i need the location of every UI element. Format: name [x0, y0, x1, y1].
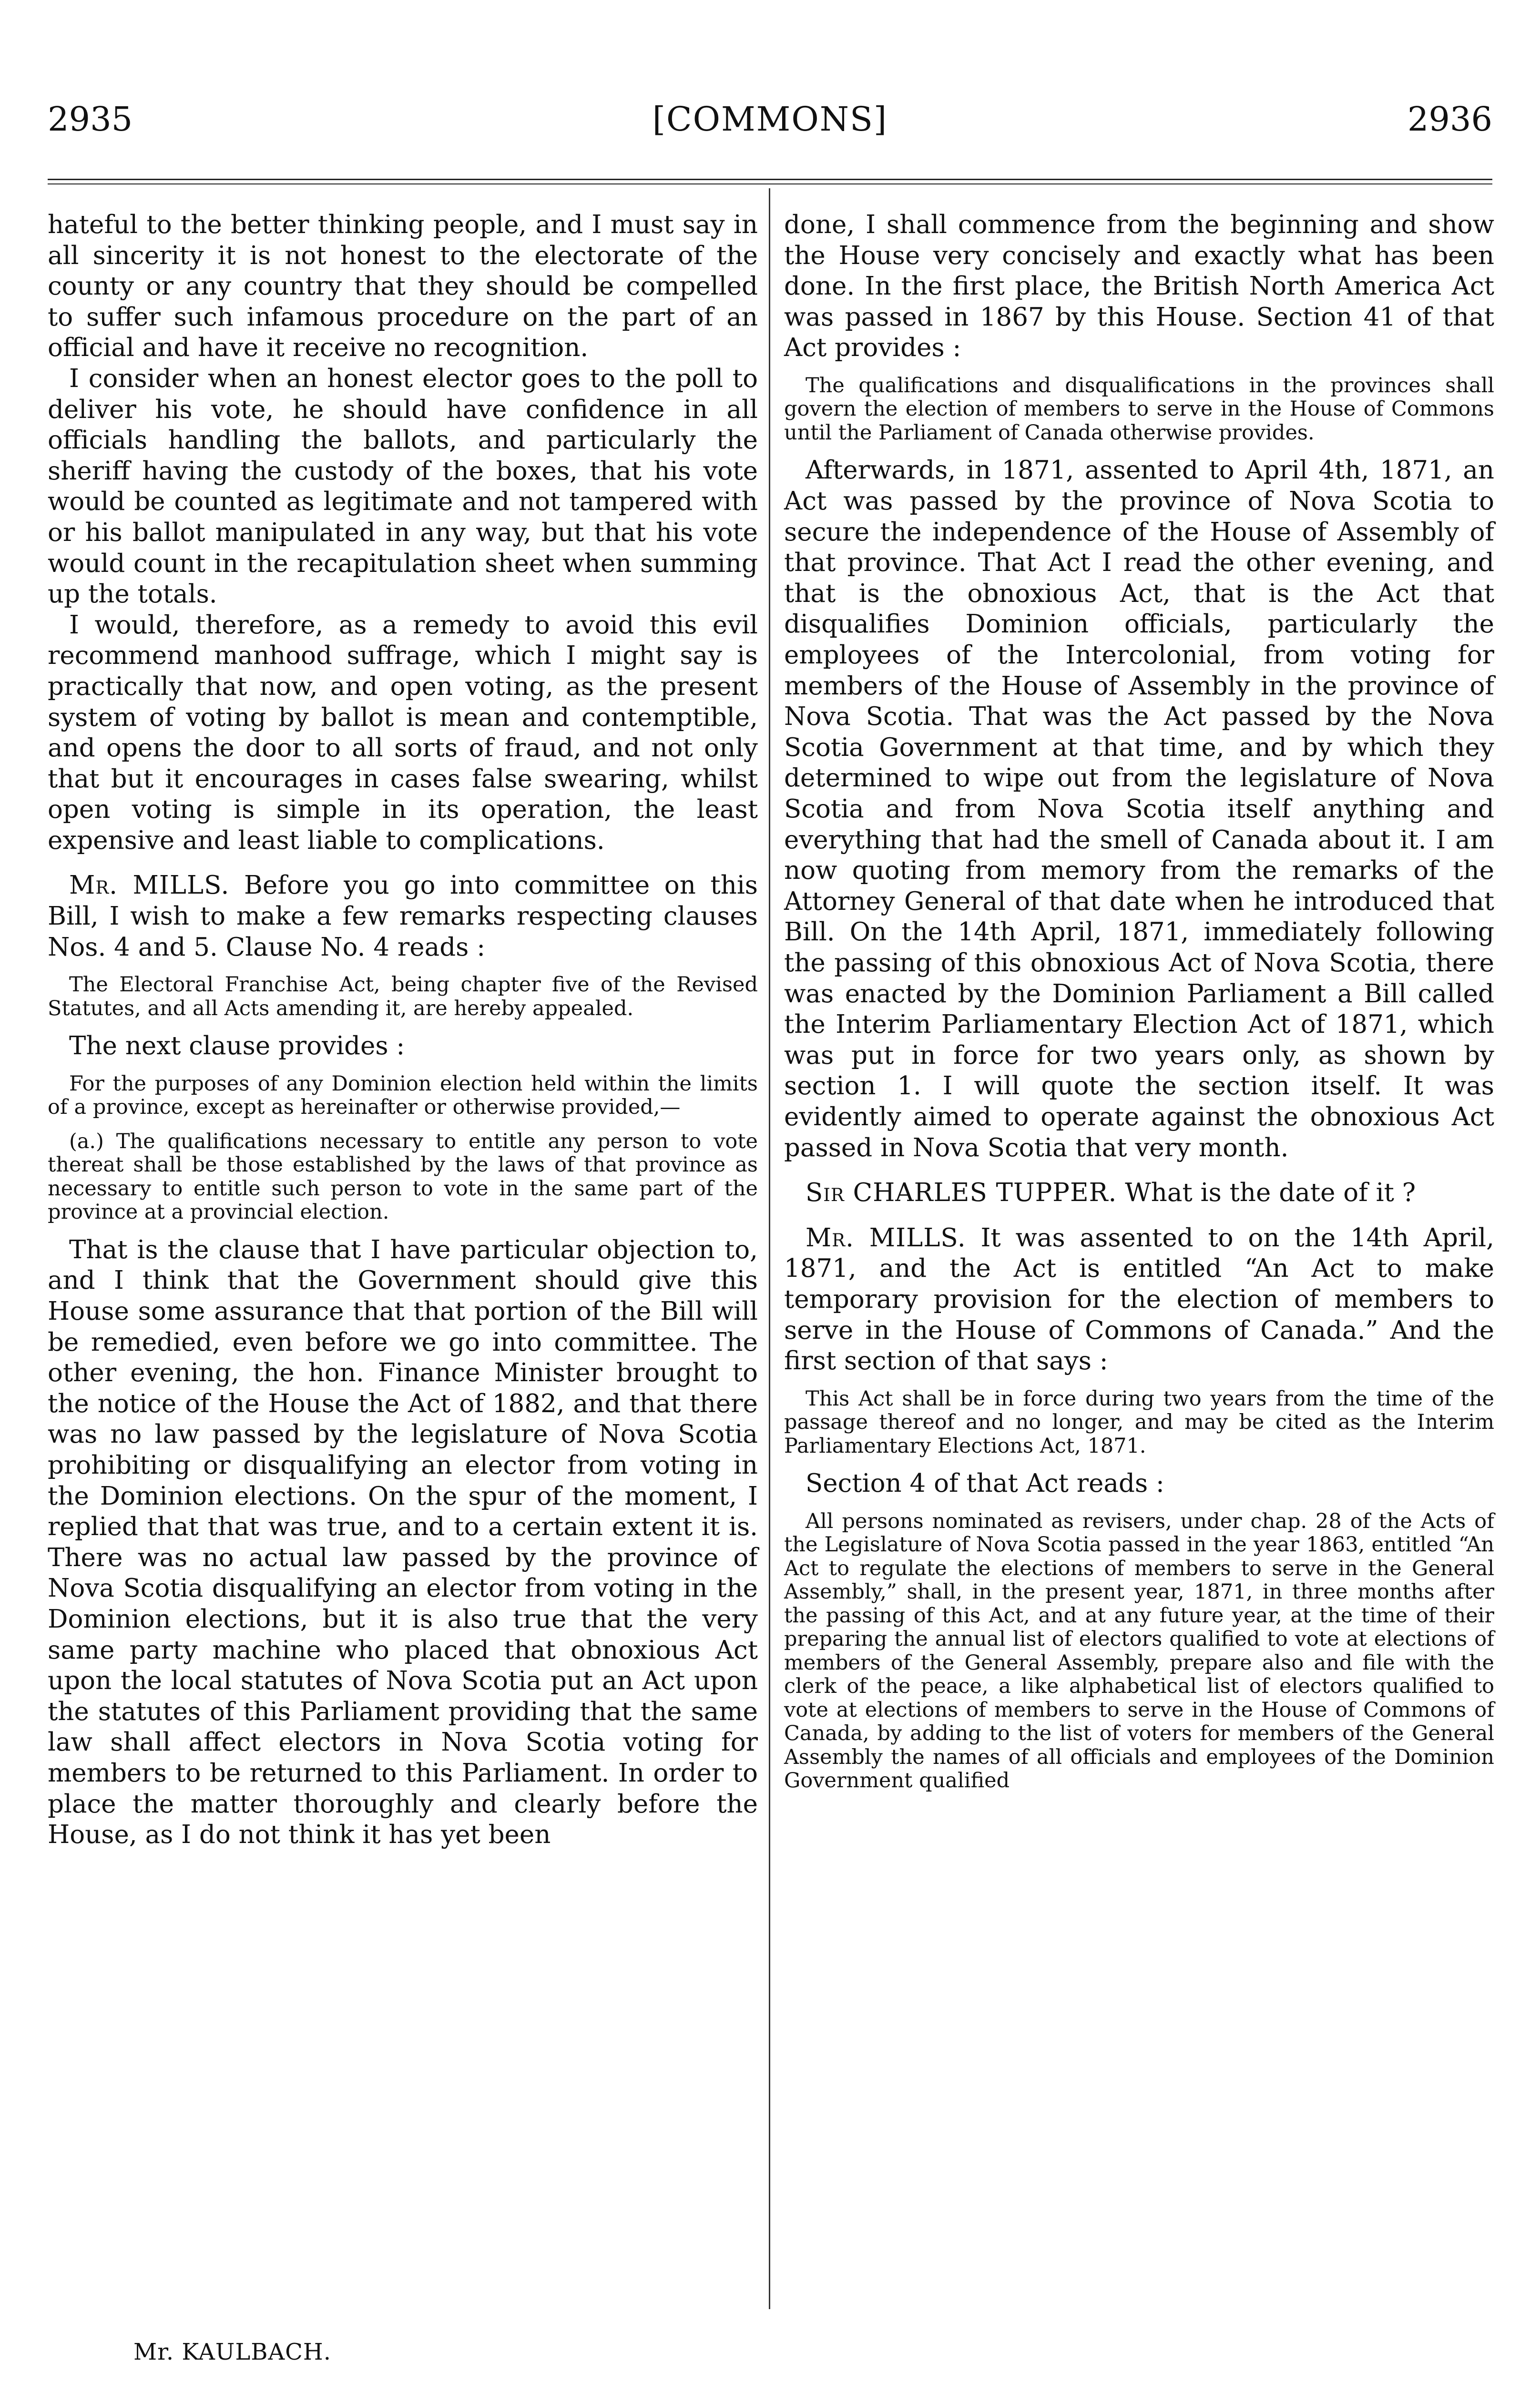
paragraph: That is the clause that I have particular objection to, and I think that the Government should give this House some assurance that that portion of the Bill will be remedied, even before we go into committee. The other evening, the hon. Finance Minister brought to the notice of the House the Act of 1882, and that there was no law passed by the legislature of Nova Scotia prohibiting or disqualifying an elector from voting in the Dominion elections. On the spur of the moment, I replied that that was true, and to a certain extent it is. There was no actual law passed by the province of Nova Scotia disqualifying an elector from voting in the Dominion elections, but it is also true that the very same party machine who placed that obnoxious Act upon the local statutes of Nova Scotia put an Act upon the statutes of this Parliament providing that the same law shall affect electors in Nova Scotia voting for members to be returned to this Parliament. In order to place the matter thoroughly and clearly before the House, as I do not think it has yet been [48, 1235, 758, 1850]
quoted-clause: This Act shall be in force during two years from the time of the passage thereof and no longer, and may be cited as the Interim Parliamentary Elections Act, 1871. [784, 1386, 1494, 1458]
quoted-clause: For the purposes of any Dominion election held within the limits of a province, except as hereinafter or otherwise provided,— [48, 1071, 758, 1120]
paragraph: The next clause provides : [69, 1031, 405, 1061]
quoted-clause: (a.) The qualifications necessary to entitle any person to vote thereat shall be those established by the laws of that province as necessary to entitle such person to vote in the same part of the province at a provincial election. [48, 1129, 758, 1224]
page-number-left: 2935 [48, 100, 133, 139]
right-column [784, 210, 1494, 1803]
speech-text: Before you go into committee on this Bill, I wish to make a few remarks respecting clauses Nos. 4 and 5. Clause No. 4 reads : [48, 871, 758, 962]
paragraph: I consider when an honest elector goes to the poll to deliver his vote, he should have confidence in all officials handling the ballots, and particularly the sheriff having the custody of the boxes, that his vote would be counted as legitimate and not tampered with or his ballot manipulated in any way, but that his vote would count in the recapitulation sheet when summing up the totals. [48, 364, 758, 609]
page-number-right: 2936 [1407, 100, 1492, 139]
quoted-clause: All persons nominated as revisers, under chap. 28 of the Acts of the Legislature of Nova Scotia passed in the year 1863, entitled “An Act to regulate the elections of members to serve in the General Assembly,” shall, in the present year, 1871, in three months after the passing of this Act, and at any future year, at the time of their preparing the annual list of electors qualified to vote at elections of members of the General Assembly, prepare also and file with the clerk of the peace, a like alphabetical list of electors qualified to vote at elections of members to serve in the House of Commons of Canada, by adding to the list of voters for members of the General Assembly the names of all officials and employees of the Dominion Government qualified [784, 1509, 1494, 1793]
paragraph: Afterwards, in 1871, assented to April 4th, 1871, an Act was passed by the province of Nova Scotia to secure the independence of the House of Assembly of that province. That Act I read the other evening, and that is the obnoxious Act, that is the Act that disqualifies Dominion officials, particularly the employees of the Intercolonial, from voting for members of the House of Assembly in the province of Nova Scotia. That was the Act passed by the Nova Scotia Government at that time, and by which they determined to wipe out from the legislature of Nova Scotia and from Nova Scotia itself anything and everything that had the smell of Canada about it. I am now quoting from memory from the remarks of the Attorney General of that date when he introduced that Bill. On the 14th April, 1871, immediately following the passing of this obnoxious Act of Nova Scotia, there was enacted by the Dominion Parliament a Bill called the Interim Parliamentary Election Act of 1871, which was put in force for two years only, as shown by section 1. I will quote the section itself. It was evidently aimed to operate against the obnoxious Act passed in Nova Scotia that very month. [784, 456, 1494, 1162]
left-column [48, 210, 758, 1851]
page-header [48, 93, 1492, 145]
speech-paragraph [48, 870, 758, 963]
page-title: [COMMONS] [652, 100, 888, 139]
header-rule-top [48, 179, 1492, 180]
speaker-name: Mr. MILLS. [806, 1223, 966, 1253]
paragraph: Section 4 of that Act reads : [806, 1469, 1164, 1498]
paragraph: hateful to the better thinking people, and I must say in all sincerity it is not honest to the electorate of the county or any country that they should be compelled to suffer such infamous procedure on the part of an official and have it receive no recognition. [48, 210, 758, 363]
speech-paragraph [784, 1178, 1494, 1209]
paragraph: I would, therefore, as a remedy to avoid this evil recommend manhood suffrage, which I might say is practically that now, and open voting, as the present system of voting by ballot is mean and contemptible, and opens the door to all sorts of fraud, and not only that but it encourages in cases false swearing, whilst open voting is simple in its operation, the least expensive and least liable to complications. [48, 610, 758, 855]
column-divider [769, 188, 770, 2309]
header-rule-bottom [48, 183, 1492, 184]
speech-paragraph [784, 1223, 1494, 1377]
speaker-name: Sir CHARLES TUPPER. [806, 1178, 1117, 1208]
speaker-name: Mr. MILLS. [69, 871, 230, 900]
footer-speaker: Mr. KAULBACH. [133, 2339, 332, 2365]
quoted-clause: The Electoral Franchise Act, being chapter five of the Revised Statutes, and all Acts amending it, are hereby appealed. [48, 973, 758, 1020]
quoted-clause: The qualifications and disqualifications in the provinces shall govern the election of members to serve in the House of Commons until the Parliament of Canada otherwise provides. [784, 373, 1494, 445]
speech-text: What is the date of it ? [1125, 1178, 1416, 1208]
speech-text: It was assented to on the 14th April, 1871, and the Act is entitled “An Act to make temporary provision for the election of members to serve in the House of Commons of Canada.” And the first section of that says : [784, 1223, 1494, 1376]
paragraph: done, I shall commence from the beginning and show the House very concisely and exactly what has been done. In the first place, the British North America Act was passed in 1867 by this House. Section 41 of that Act provides : [784, 210, 1494, 363]
